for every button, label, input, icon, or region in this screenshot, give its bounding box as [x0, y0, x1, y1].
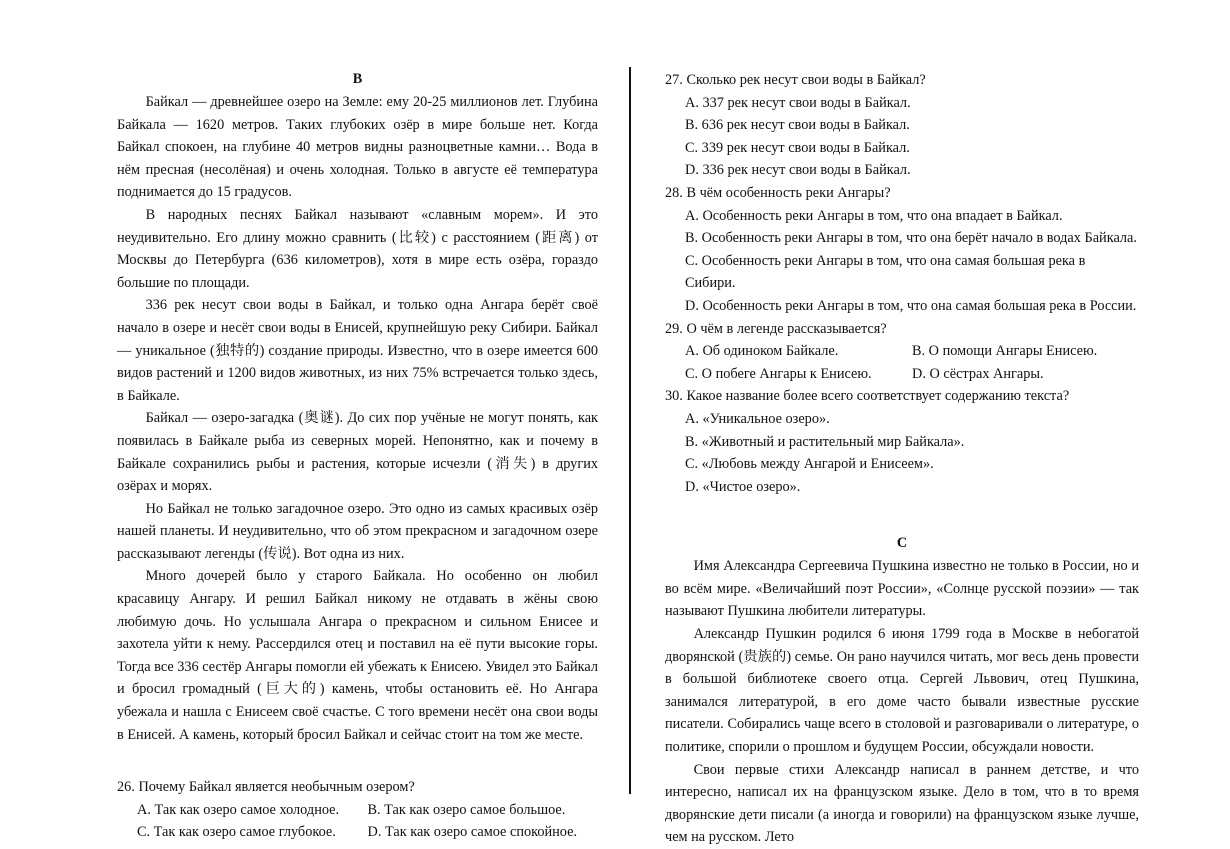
- option-c: C. «Любовь между Ангарой и Енисеем».: [685, 456, 934, 473]
- question-prompt: Почему Байкал является необычным озером?: [138, 779, 415, 796]
- options-row: [685, 363, 1139, 386]
- question-prompt: В чём особенность реки Ангары?: [686, 184, 891, 201]
- paragraph-c-2: Александр Пушкин родился 6 июня 1799 года в Москве в небогатой дворянской (贵族的) семье. Он рано научился читать, мог весь день провести в большой библиотеке своего отца. Сергей Львович, отец Пушкина, занимался литературой, в его доме часто бывали известные русские писатели. Собирались чаще всего в столовой и разговаривали о литературе, о политике, спорили о прошлом и будущем России, обсуждали новости.: [665, 626, 1139, 756]
- question-text: [665, 385, 1139, 408]
- column-divider: [629, 67, 631, 794]
- section-b-heading: B: [352, 71, 363, 87]
- options-row: [685, 340, 1139, 363]
- options-row: [137, 821, 598, 844]
- question-text: [665, 182, 1139, 205]
- question-26: [117, 776, 598, 844]
- question-29: [665, 318, 1139, 386]
- options-row: [137, 799, 598, 822]
- paragraph-c-1: Имя Александра Сергеевича Пушкина известно не только в России, но и во всём мире. «Величайший поэт России», «Солнце русской поэзии» — так называют Пушкина любители литературы.: [665, 558, 1139, 620]
- question-prompt: О чём в легенде рассказывается?: [686, 320, 887, 337]
- question-prompt: Какое название более всего соответствует содержанию текста?: [686, 388, 1070, 405]
- option-d: D. 336 рек несут свои воды в Байкал.: [685, 162, 911, 179]
- option-b: B. О помощи Ангары Енисею.: [912, 343, 1098, 360]
- option-d: D. Так как озеро самое спокойное.: [367, 824, 578, 841]
- option-c: C. Так как озеро самое глубокое.: [137, 824, 336, 841]
- question-number: 26.: [117, 779, 135, 796]
- paragraph-b-3: 336 рек несут свои воды в Байкал, и только одна Ангара берёт своё начало в озере и несёт свои воды в Енисей, крупнейшую реку Сибири. Байкал — уникальное (独特的) создание природы. Известно, что в озере имеется 600 видов растений и 1200 видов животных, из них 75% встречается только здесь, в Байкале.: [117, 297, 598, 404]
- option-d: D. О сёстрах Ангары.: [912, 365, 1044, 382]
- question-number: 27.: [665, 72, 683, 88]
- left-column: [117, 68, 598, 844]
- question-number: 30.: [665, 388, 683, 405]
- paragraph-c-3: Свои первые стихи Александр написал в раннем детстве, и что интересно, написал их на французском языке. Дело в том, что в то время дворянские дети писали (а иногда и говорили) на французском языке лучше, чем на русском. Лето: [665, 761, 1139, 846]
- option-a: A. 337 рек несут свои воды в Байкал.: [685, 94, 911, 111]
- option-c: C. 339 рек несут свои воды в Байкал.: [685, 139, 910, 156]
- question-text: [665, 318, 1139, 341]
- question-number: 28.: [665, 184, 683, 201]
- question-27: [665, 69, 1139, 182]
- option-b: B. Так как озеро самое большое.: [367, 801, 566, 818]
- paragraph-b-6: Много дочерей было у старого Байкала. Но особенно он любил красавицу Ангару. И решил Байкал никому не отдавать в жёны свою любимую дочь. Но услышала Ангара о прекрасном и сильном Енисее и захотела уйти к нему. Рассердился отец и поставил на её пути высокие горы. Тогда все 336 сестёр Ангары помогли ей убежать к Енисею. Увидел это Байкал и бросил громадный (巨大的) камень, чтобы остановить её. Но Ангара убежала и нашла с Енисеем своё счастье. С того времени несёт она свои воды в Енисей. А камень, который бросил Байкал и сейчас стоит на том же месте.: [117, 568, 599, 743]
- question-30: [665, 385, 1139, 498]
- paragraph-b-2: В народных песнях Байкал называют «славным морем». И это неудивительно. Его длину можно сравнить (比较) с расстоянием (距离) от Москвы до Петербурга (636 километров), хотя в мире есть озёра, гораздо большие по площади.: [117, 206, 598, 291]
- option-c: C. О побеге Ангары к Енисею.: [685, 365, 872, 382]
- option-b: B. 636 рек несут свои воды в Байкал.: [685, 117, 910, 134]
- option-d: D. Особенность реки Ангары в том, что она самая большая река в России.: [685, 297, 1137, 314]
- spacer: [665, 498, 1139, 532]
- right-column: [665, 69, 1139, 849]
- option-b: B. Особенность реки Ангары в том, что она берёт начало в водах Байкала.: [685, 230, 1137, 247]
- section-c-heading: C: [896, 535, 908, 552]
- option-a: A. «Уникальное озеро».: [685, 410, 830, 427]
- option-b: B. «Животный и растительный мир Байкала».: [685, 433, 965, 450]
- paragraph-b-1: Байкал — древнейшее озеро на Земле: ему 20-25 миллионов лет. Глубина Байкала — 1620 метров. Таких глубоких озёр в мире больше нет. Когда Байкал спокоен, на глубине 40 метров видны разноцветные камни… Вода в нём пресная (несолёная) и очень холодная. Только в августе её температура поднимается до 15 градусов.: [117, 94, 598, 201]
- paragraph-b-4: Байкал — озеро-загадка (奥谜). До сих пор учёные не могут понять, как появилась в Байкале рыба из северных морей. Непонятно, как и почему в Байкале сохранились рыбы и растения, которые исчезли (消失) в других озёрах и морях.: [117, 410, 598, 495]
- question-text: [117, 776, 598, 799]
- option-a: A. Особенность реки Ангары в том, что она впадает в Байкал.: [685, 207, 1063, 224]
- question-text: [665, 69, 1139, 92]
- option-a: A. Об одиноком Байкале.: [685, 343, 839, 360]
- spacer: [117, 746, 598, 776]
- option-a: A. Так как озеро самое холодное.: [137, 801, 340, 818]
- paragraph-b-5: Но Байкал не только загадочное озеро. Это одно из самых красивых озёр нашей планеты. И неудивительно, что об этом прекрасном и загадочном озере рассказывают легенды (传说). Вот одна из них.: [117, 500, 598, 562]
- option-d: D. «Чистое озеро».: [685, 478, 801, 495]
- question-number: 29.: [665, 320, 683, 337]
- question-prompt: Сколько рек несут свои воды в Байкал?: [686, 72, 926, 88]
- option-c: C. Особенность реки Ангары в том, что она самая большая река в Сибири.: [685, 252, 1086, 292]
- question-28: [665, 182, 1139, 318]
